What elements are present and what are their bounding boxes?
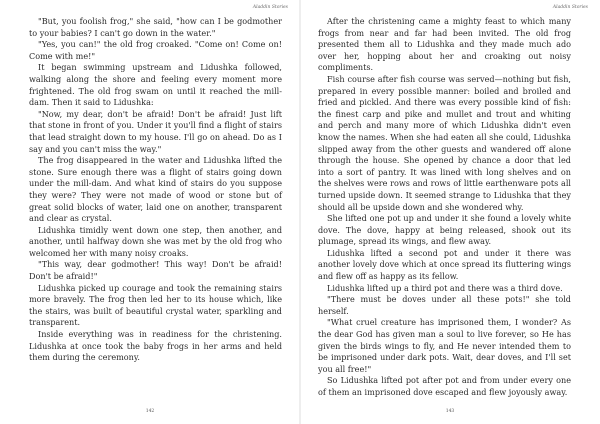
paragraph: "Yes, you can!" the old frog croaked. "Come on! Come on! Come with me!"	[29, 39, 282, 61]
paragraph: "There must be doves under all these pots!" she told herself.	[318, 294, 571, 316]
paragraph: "What cruel creature has imprisoned them, I wonder? As the dear God has given man a soul to live forever, so He has given the birds wings to fly, and He never intended them to be imprisoned under dark pots. Wait, dear doves, and I'll set you all free!"	[318, 317, 571, 374]
paragraph: "But, you foolish frog," she said, "how can I be godmother to your babies? I can't go down in the water."	[29, 16, 282, 38]
paragraph: Lidushka lifted a second pot and under it there was another lovely dove which at once spread its fluttering wings and flew off as happy as its fellow.	[318, 247, 571, 282]
paragraph: She lifted one pot up and under it she found a lovely white dove. The dove, happy at being released, shook out its plumage, spread its wings, and flew away.	[318, 213, 571, 247]
running-head-right: Aladdin Stories	[552, 5, 588, 10]
paragraph: After the christening came a mighty feast to which many frogs from near and far had been invited. The old frog presented them all to Lidushka and they made much ado over her, hopping about her and croaking out noisy compliments.	[318, 16, 571, 73]
paragraph: So Lidushka lifted pot after pot and from under every one of them an imprisoned dove escaped and flew joyously away.	[318, 375, 571, 397]
paragraph: Lidushka picked up courage and took the remaining stairs more bravely. The frog then led her to its house which, like the stairs, was built of beautiful crystal water, sparkling and transparent.	[29, 282, 282, 328]
running-head-left: Aladdin Stories	[252, 5, 288, 10]
paragraph: "This way, dear godmother! This way! Don't be afraid! Don't be afraid!"	[29, 259, 282, 282]
paragraph: Lidushka lifted up a third pot and there was a third dove.	[327, 282, 563, 293]
paragraph: Fish course after fish course was served—nothing but fish, prepared in every possible manner: boiled and broiled and fried and pickled. And there was every possible kind of fish: the finest carp and pike and mullet and trout and whiting and perch and many more of which Lidushka didn't even know the names. When she had eaten all she could, Lidushka slipped away from the other guests and wandered off alone through the house. She opened by chance a door that led into a sort of pantry. It was lined with long shelves and on the shelves were rows and rows of little earthenware pots all turned upside down. It seemed strange to Lidushka that they should all be upside down and she wondered why.	[318, 73, 571, 212]
paragraph: It began swimming upstream and Lidushka followed, walking along the shore and feeling every moment more frightened. The old frog swam on until it reached the mill-dam. Then it said to Lidushka:	[29, 62, 282, 108]
paragraph: "Now, my dear, don't be afraid! Don't be afraid! Just lift that stone in front of you. Under it you'll find a flight of stairs that lead straight down to my house. I'll go on ahead. Do as I say and you can't miss the way."	[29, 108, 282, 154]
left-page-text	[29, 16, 282, 364]
right-page-text	[318, 16, 571, 399]
right-page	[300, 0, 600, 424]
page-number-left: 142	[145, 409, 155, 414]
page-number-right: 143	[445, 409, 455, 414]
paragraph: Lidushka timidly went down one step, then another, and another, until halfway down she was met by the old frog who welcomed her with many noisy croaks.	[29, 224, 282, 258]
paragraph: Inside everything was in readiness for the christening. Lidushka at once took the baby frogs in her arms and held them during the ceremony.	[29, 329, 282, 363]
paragraph: The frog disappeared in the water and Lidushka lifted the stone. Sure enough there was a flight of stairs going down under the mill-dam. And what kind of stairs do you suppose they were? They were not made of wood or stone but of great solid blocks of water, laid one on another, transparent and clear as crystal.	[29, 155, 282, 224]
